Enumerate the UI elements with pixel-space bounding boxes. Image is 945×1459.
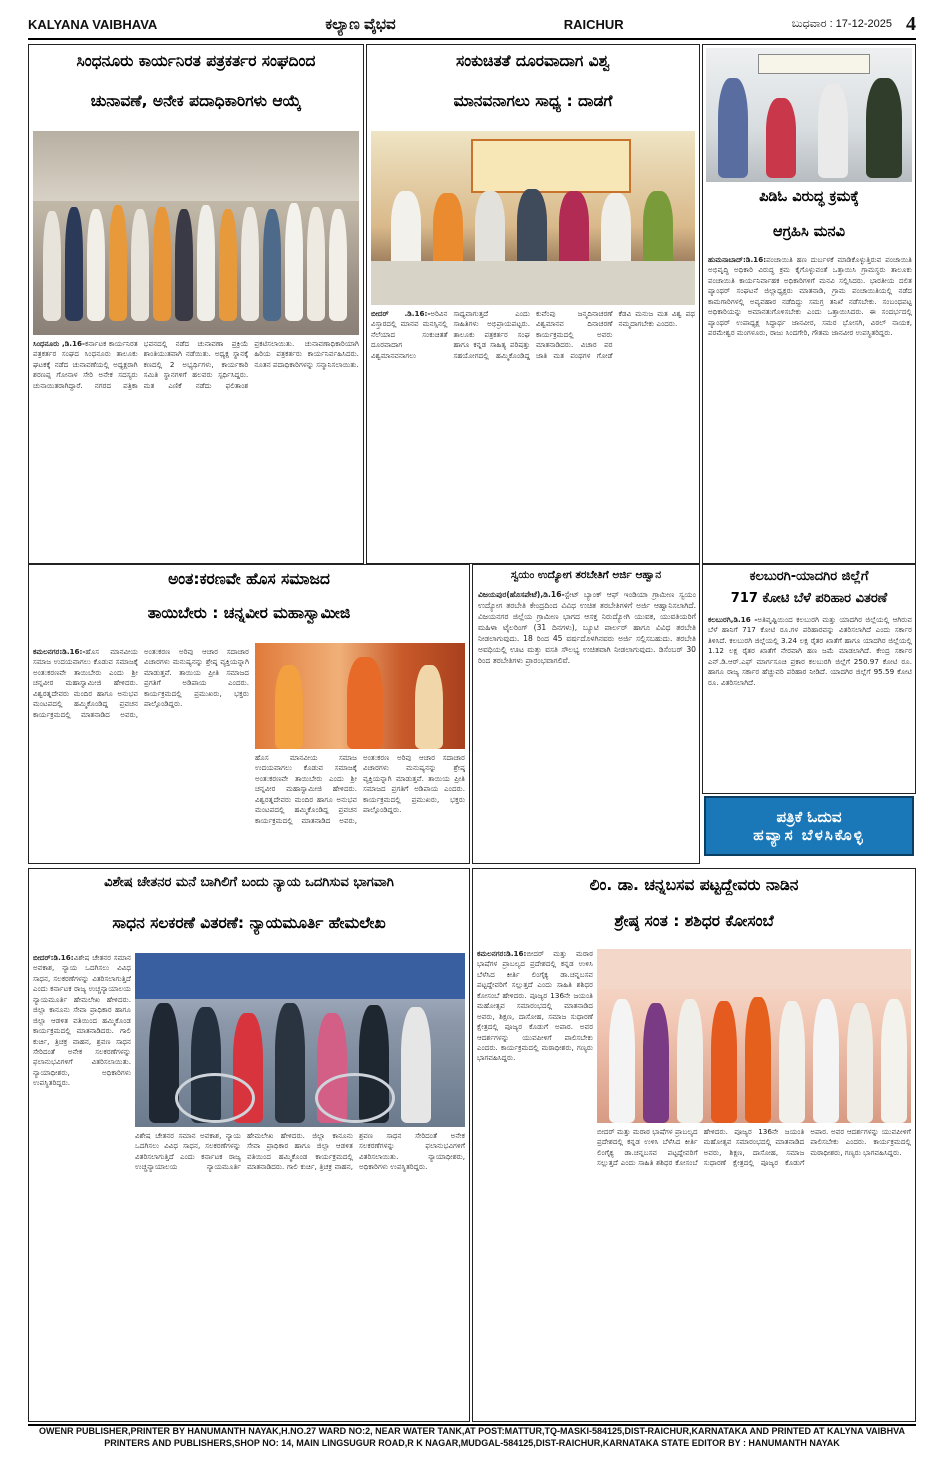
city-label: RAICHUR	[563, 16, 624, 32]
article-body	[33, 953, 131, 1419]
article-headline-line2: ಆಗ್ರಹಿಸಿ ಮನವಿ	[773, 224, 845, 240]
article-text: ಅರಿವಿನ ವಿಸ್ತಾರದಲ್ಲಿ ಮಾನವ ಮನಸ್ಸಿನಲ್ಲಿ ನೆಲೆಯಾದ ಸಂಕುಚಿತತೆ ದೂರವಾದಾಗ ವಿಶ್ವಮಾನವನಾಗಲು ಸಾಧ್ಯವಾಗುತ್ತದೆ ಎಂದು ಸಾಹಿತಿಗಳು ಅಭಿಪ್ರಾಯಪಟ್ಟರು. ತಾಲೂಕು ಪತ್ರಕರ್ತರ ಸಂಘ ಹಾಗೂ ಕನ್ನಡ ಸಾಹಿತ್ಯ ಪರಿಷತ್ತು ಸಹಯೋಗದಲ್ಲಿ ಹಮ್ಮಿಕೊಂಡಿದ್ದ ಕುವೆಂಪು ಜನ್ಮದಿನಾಚರಣೆ ವಿಶ್ವಮಾನವ ದಿನಾಚರಣೆ ಕಾರ್ಯಕ್ರಮದಲ್ಲಿ ಅವರು ಮಾತನಾಡಿದರು. ವಿಚಾರ ಪರ ಜಾತಿ ಮತ ಪಂಥಗಳ ಗೋಡೆ ಕೆಡವಿ ಮನುಜ ಮತ ವಿಶ್ವ ಪಥ ನಮ್ಮದಾಗಬೇಕು ಎಂದರು.	[371, 309, 695, 360]
paper-name-kannada: ಕಲ್ಯಾಣ ವೈಭವ	[325, 15, 396, 33]
article-crop-compensation	[702, 564, 916, 794]
article-text-continued: ವಿಶೇಷ ಚೇತನರ ಸಮಾನ ಅವಕಾಶ, ನ್ಯಾಯ ಒದಗಿಸಲು ವಿವಿಧ ಸಾಧನ, ಸಲಕರಣೆಗಳನ್ನು ವಿತರಿಸಲಾಗುತ್ತಿದೆ ಎಂದು ಕರ್ನಾಟಕ ರಾಜ್ಯ ಉಚ್ಚನ್ಯಾಯಾಲಯ ನ್ಯಾಯಮೂರ್ತಿ ಹೇಮಲೇಖ ಹೇಳಿದರು. ಜಿಲ್ಲಾ ಕಾನೂನು ಸೇವಾ ಪ್ರಾಧಿಕಾರ ಹಾಗೂ ಜಿಲ್ಲಾ ಆಡಳಿತ ವತಿಯಿಂದ ಹಮ್ಮಿಕೊಂಡ ಕಾರ್ಯಕ್ರಮದಲ್ಲಿ ಮಾತನಾಡಿದರು. ಗಾಲಿ ಕುರ್ಚಿ, ತ್ರಿಚಕ್ರ ವಾಹನ, ಶ್ರವಣ ಸಾಧನ ಸೇರಿದಂತೆ ಅನೇಕ ಸಲಕರಣೆಗಳನ್ನು ಫಲಾನುಭವಿಗಳಿಗೆ ವಿತರಿಸಲಾಯಿತು. ನ್ಯಾಯಾಧೀಶರು, ಅಧಿಕಾರಿಗಳು ಉಪಸ್ಥಿತರಿದ್ದರು.	[135, 1131, 465, 1172]
article-body-continued	[255, 753, 465, 861]
felicitation-photo	[597, 949, 911, 1123]
stage-photo	[371, 131, 695, 305]
masthead	[28, 10, 916, 40]
article-text-continued: ಬೀದರ್ ಮತ್ತು ಮರಾಠ ಭಾಷೆಗಳ ಪ್ರಾಬಲ್ಯದ ಪ್ರದೇಶದಲ್ಲಿ ಕನ್ನಡ ಉಳಿಸಿ ಬೆಳೆಸಿದ ಕೀರ್ತಿ ಲಿಂಗೈಕ್ಯ ಡಾ.ಚನ್ನಬಸವ ಪಟ್ಟದ್ದೇವರಿಗೆ ಸಲ್ಲುತ್ತದೆ ಎಂದು ಸಾಹಿತಿ ಶಶಿಧರ ಕೋಸಂಬೆ ಹೇಳಿದರು. ಪೂಜ್ಯರ 136ನೇ ಜಯಂತಿ ಮಹೋತ್ಸವ ಸಮಾರಂಭದಲ್ಲಿ ಮಾತನಾಡಿದ ಅವರು, ಶಿಕ್ಷಣ, ದಾಸೋಹ, ಸಮಾಜ ಸುಧಾರಣೆ ಕ್ಷೇತ್ರದಲ್ಲಿ ಪೂಜ್ಯರ ಕೊಡುಗೆ ಅಪಾರ. ಅವರ ಆದರ್ಶಗಳನ್ನು ಯುವಪೀಳಿಗೆ ಪಾಲಿಸಬೇಕು ಎಂದರು. ಕಾರ್ಯಕ್ರಮದಲ್ಲಿ ಮಠಾಧೀಶರು, ಗಣ್ಯರು ಭಾಗವಹಿಸಿದ್ದರು.	[597, 1127, 911, 1168]
article-text: ಪಂಚಾಯಿತಿ ಹಣ ದುರ್ಬಳಕೆ ಮಾಡಿಕೊಳ್ಳುತ್ತಿರುವ ಪಂಚಾಯಿತಿ ಅಭಿವೃದ್ಧಿ ಅಧಿಕಾರಿ ವಿರುದ್ಧ ಕ್ರಮ ಕೈಗೊಳ್ಳುವಂತೆ ಒತ್ತಾಯಿಸಿ ಗ್ರಾಮಸ್ಥರು ತಾಲೂಕು ಪಂಚಾಯಿತಿ ಕಾರ್ಯನಿರ್ವಾಹಕ ಅಧಿಕಾರಿಗಳಿಗೆ ಮನವಿ ಸಲ್ಲಿಸಿದರು. ಭಾರತೀಯ ದಲಿತ ಪ್ಯಾಂಥರ್ ಸಂಘಟನೆ ಜಿಲ್ಲಾಧ್ಯಕ್ಷರು ಮಾತನಾಡಿ, ಗ್ರಾಮ ಪಂಚಾಯಿತಿಯಲ್ಲಿ ನಡೆದ ಕಾಮಗಾರಿಗಳಲ್ಲಿ ಅವ್ಯವಹಾರ ನಡೆದಿದ್ದು ಸಮಗ್ರ ತನಿಖೆ ನಡೆಸಬೇಕು. ಸಂಬಂಧಪಟ್ಟ ಅಧಿಕಾರಿಯನ್ನು ಅಮಾನತುಗೊಳಿಸಬೇಕು ಎಂದು ಒತ್ತಾಯಿಸಿದರು. ಈ ಸಂದರ್ಭದಲ್ಲಿ ಪ್ಯಾಂಥರ್ ಉಪಾಧ್ಯಕ್ಷ ಸಿದ್ಧಾರ್ಥ ಜಾನವೀರ, ಸಮರ ಭೋಸಗಿ, ವಿಠಲ್ ನಾಯಕ, ಪರಮೇಶ್ವರ ಮಂಗಳೂರು, ರಾಜು ಸಿಂದಗೇರಿ, ಗೌತಮ ಜಾನವೀರ ಉಪಸ್ಥಿತರಿದ್ದರು.	[708, 255, 912, 338]
publisher-footer	[28, 1424, 916, 1452]
article-sindhanur-election	[28, 44, 364, 564]
article-dateline: ಕಮಲನಗರ:ಡಿ.16:	[477, 949, 527, 958]
article-body-continued	[135, 1131, 465, 1419]
article-headline-line2: ಮಾನವನಾಗಲು ಸಾಧ್ಯ : ದಾಡಗೆ	[453, 92, 613, 110]
article-headline-line2: ಸಾಧನ ಸಲಕರಣೆ ವಿತರಣೆ: ನ್ಯಾಯಮೂರ್ತಿ ಹೇಮಲೇಖ	[112, 914, 386, 932]
article-body	[371, 309, 695, 561]
article-body	[478, 589, 696, 861]
page-number: 4	[905, 12, 916, 35]
article-body	[477, 949, 593, 1419]
paper-name-english: KALYANA VAIBHAVA	[28, 16, 158, 32]
article-dateline: ವಿಜಯಪುರ(ಹೊಸಪೇಟೆ),ಡಿ.16-	[478, 590, 565, 599]
article-text-continued: ಹೊಸ ಮಾನವೀಯ ಸಮಾಜ ಉದಯವಾಗಲು ಕೊಡುವ ಸಮಾಜಕ್ಕೆ ಅಂತ:ಕರಣವೇ ತಾಯಿಬೇರು ಎಂದು ಶ್ರೀ ಚನ್ನವೀರ ಮಹಾಸ್ವಾಮೀಜಿ ಹೇಳಿದರು. ವಿಶ್ವರತ್ನದೇವರು ಮಂದಿರ ಹಾಗೂ ಅನುಭವ ಮಂಟಪದಲ್ಲಿ ಹಮ್ಮಿಕೊಂಡಿದ್ದ ಪ್ರವಚನ ಕಾರ್ಯಕ್ರಮದಲ್ಲಿ ಮಾತನಾಡಿದ ಅವರು, ಅಂತ:ಕರಣ ಅರಿವು ಆಚಾರ ಸದಾಚಾರ ವಿಚಾರಗಳು ಮನುಷ್ಯನನ್ನು ಶ್ರೇಷ್ಠ ವ್ಯಕ್ತಿಯನ್ನಾಗಿ ಮಾಡುತ್ತವೆ. ತಾಯಿಯ ಪ್ರೀತಿ ಸಮಾಜದ ಪ್ರಗತಿಗೆ ಅಡಿಪಾಯ ಎಂದರು. ಕಾರ್ಯಕ್ರಮದಲ್ಲಿ ಪ್ರಮುಖರು, ಭಕ್ತರು ಪಾಲ್ಗೊಂಡಿದ್ದರು.	[255, 753, 465, 825]
article-dateline: ಬೀದರ್:ಡಿ.16:	[33, 953, 74, 962]
article-text: ಕರ್ನಾಟಕ ಕಾರ್ಯನಿರತ ಪತ್ರಕರ್ತರ ಸಂಘದ ಸಿಂಧನೂರು ತಾಲೂಕು ಘಟಕಕ್ಕೆ ನಡೆದ ಚುನಾವಣೆಯಲ್ಲಿ ಅಧ್ಯಕ್ಷರಾಗಿ ಶರಣಪ್ಪ ಗೋನಾಳ ಸೇರಿ ಅನೇಕ ಸದಸ್ಯರು ಚುನಾಯಿತರಾಗಿದ್ದಾರೆ. ನಗರದ ಪತ್ರಿಕಾ ಭವನದಲ್ಲಿ ನಡೆದ ಚುನಾವಣಾ ಪ್ರಕ್ರಿಯೆ ಶಾಂತಿಯುತವಾಗಿ ನಡೆಯಿತು. ಅಧ್ಯಕ್ಷ ಸ್ಥಾನಕ್ಕೆ ಕಣದಲ್ಲಿ 2 ಅಭ್ಯರ್ಥಿಗಳು, ಕಾರ್ಯಕಾರಿ ಸಮಿತಿ ಸ್ಥಾನಗಳಿಗೆ ಹಲವರು ಸ್ಪರ್ಧಿಸಿದ್ದರು. ಮತ ಎಣಿಕೆ ನಡೆದು ಫಲಿತಾಂಶ ಪ್ರಕಟಿಸಲಾಯಿತು. ಚುನಾವಣಾಧಿಕಾರಿಯಾಗಿ ಹಿರಿಯ ಪತ್ರಕರ್ತರು ಕಾರ್ಯನಿರ್ವಹಿಸಿದರು. ನೂತನ ಪದಾಧಿಕಾರಿಗಳನ್ನು ಸನ್ಮಾನಿಸಲಾಯಿತು.	[33, 339, 359, 390]
article-headline-line1: ಪಿಡಿಓ ವಿರುದ್ಧ ಕ್ರಮಕ್ಕೆ	[759, 189, 859, 205]
article-body	[708, 255, 912, 561]
article-body	[708, 615, 912, 791]
article-headline-line1: ವಿಶೇಷ ಚೇತನರ ಮನೆ ಬಾಗಿಲಿಗೆ ಬಂದು ನ್ಯಾಯ ಒದಗಿಸುವ ಭಾಗವಾಗಿ	[104, 875, 394, 890]
swamiji-photo	[255, 643, 465, 749]
group-photo	[33, 131, 359, 335]
article-headline-line2: ಶ್ರೇಷ್ಠ ಸಂತ : ಶಶಿಧರ ಕೋಸಂಬೆ	[614, 912, 774, 930]
article-channaveera-swamiji	[28, 564, 470, 864]
article-headline-line2: ತಾಯಿಬೇರು : ಚನ್ನವೀರ ಮಹಾಸ್ವಾಮೀಜಿ	[147, 604, 351, 622]
article-vishwa-manava	[366, 44, 700, 564]
promo-line2: ಹವ್ಯಾಸ ಬೆಳಸಿಕೊಳ್ಳಿ	[753, 826, 865, 844]
article-dateline: ಕಲಬುರಗಿ,ಡಿ.16 -	[708, 615, 758, 624]
article-dateline: ಕಮಲನಗರ:ಡಿ.16:-	[33, 647, 86, 656]
article-dateline: ಬೀದರ್ .ಡಿ.16:-	[371, 309, 431, 318]
article-headline-line1: ಸಂಕುಚಿತತೆ ದೂರವಾದಾಗ ವಿಶ್ವ	[456, 52, 610, 70]
article-headline-line2: ಚುನಾವಣೆ, ಅನೇಕ ಪದಾಧಿಕಾರಿಗಳು ಆಯ್ಕೆ	[90, 92, 302, 110]
article-channabasava-pattaddevaru	[472, 868, 916, 1422]
article-body	[33, 339, 359, 561]
article-dateline: ಹುಮನಾಬಾದ್:ಡಿ.16:	[708, 255, 767, 264]
article-self-employment-training	[472, 564, 700, 864]
issue-date: ಬುಧವಾರ : 17-12-2025	[791, 17, 892, 30]
reading-habit-promo	[704, 796, 914, 856]
article-text: ಅತಿವೃಷ್ಟಿಯಿಂದ ಕಲಬುರಗಿ ಮತ್ತು ಯಾದಗಿರ ಜಿಲ್ಲೆಯಲ್ಲಿ ಆಗಿರುವ ಬೆಳೆ ಹಾನಿಗೆ 717 ಕೋಟಿ ರೂ.ಗಳ ಪರಿಹಾರವನ್ನು ವಿತರಿಸಲಾಗಿದೆ ಎಂದು ಸರ್ಕಾರ ತಿಳಿಸಿದೆ. ಕಲಬುರಗಿ ಜಿಲ್ಲೆಯಲ್ಲಿ 3.24 ಲಕ್ಷ ರೈತರ ಖಾತೆಗೆ ಹಾಗೂ ಯಾದಗಿರ ಜಿಲ್ಲೆಯಲ್ಲಿ 1.12 ಲಕ್ಷ ರೈತರ ಖಾತೆಗೆ ನೇರವಾಗಿ ಹಣ ಜಮೆ ಮಾಡಲಾಗಿದೆ. ಕೇಂದ್ರ ಸರ್ಕಾರ ಎನ್.ಡಿ.ಆರ್.ಎಫ್ ಮಾರ್ಗಸೂಚಿ ಪ್ರಕಾರ ಕಲಬುರಗಿ ಜಿಲ್ಲೆಗೆ 250.97 ಕೋಟಿ ರೂ. ಹಾಗೂ ರಾಜ್ಯ ಸರ್ಕಾರ ಹೆಚ್ಚುವರಿ ಪರಿಹಾರ ನೀಡಿದೆ. ಯಾದಗಿರ ಜಿಲ್ಲೆಗೆ 95.59 ಕೋಟಿ ರೂ. ವಿತರಿಸಲಾಗಿದೆ.	[708, 615, 912, 687]
footer-line2: PRINTERS AND PUBLISHERS,SHOP NO: 14, MAIN LINGSUGUR ROAD,R K NAGAR,MUDGAL-584125,DIST-RAICHUR,KARNATAKA STATE EDITOR BY : HANUMANTH NAYAK	[104, 1437, 840, 1448]
promo-line1: ಪತ್ರಿಕೆ ಓದುವ	[776, 808, 842, 826]
article-headline-line1: ಅಂತ:ಕರಣವೇ ಹೊಸ ಸಮಾಜದ	[168, 570, 330, 588]
article-disabled-aid-distribution	[28, 868, 470, 1422]
memorandum-photo	[706, 48, 912, 182]
footer-line1: OWENR PUBLISHER,PRINTER BY HANUMANTH NAYAK,H.NO.27 WARD NO:2, NEAR WATER TANK,AT POST:MATTUR,TQ-MASKI-584125,DIST-RAICHUR,KARNATAKA AND PRINTED AT KALYNA VAIBHVA	[38, 1426, 906, 1436]
article-body	[33, 647, 249, 861]
article-text: ವಿಶೇಷ ಚೇತನರ ಸಮಾನ ಅವಕಾಶ, ನ್ಯಾಯ ಒದಗಿಸಲು ವಿವಿಧ ಸಾಧನ, ಸಲಕರಣೆಗಳನ್ನು ವಿತರಿಸಲಾಗುತ್ತಿದೆ ಎಂದು ಕರ್ನಾಟಕ ರಾಜ್ಯ ಉಚ್ಚನ್ಯಾಯಾಲಯ ನ್ಯಾಯಮೂರ್ತಿ ಹೇಮಲೇಖ ಹೇಳಿದರು. ಜಿಲ್ಲಾ ಕಾನೂನು ಸೇವಾ ಪ್ರಾಧಿಕಾರ ಹಾಗೂ ಜಿಲ್ಲಾ ಆಡಳಿತ ವತಿಯಿಂದ ಹಮ್ಮಿಕೊಂಡ ಕಾರ್ಯಕ್ರಮದಲ್ಲಿ ಮಾತನಾಡಿದರು. ಗಾಲಿ ಕುರ್ಚಿ, ತ್ರಿಚಕ್ರ ವಾಹನ, ಶ್ರವಣ ಸಾಧನ ಸೇರಿದಂತೆ ಅನೇಕ ಸಲಕರಣೆಗಳನ್ನು ಫಲಾನುಭವಿಗಳಿಗೆ ವಿತರಿಸಲಾಯಿತು. ನ್ಯಾಯಾಧೀಶರು, ಅಧಿಕಾರಿಗಳು ಉಪಸ್ಥಿತರಿದ್ದರು.	[33, 953, 131, 1088]
article-pdo-complaint	[702, 44, 916, 564]
article-body-continued	[597, 1127, 911, 1419]
article-headline-line1: ಕಲಬುರಗಿ-ಯಾದಗಿರ ಜಿಲ್ಲೆಗೆ	[749, 569, 869, 584]
article-text: ಹೊಸ ಮಾನವೀಯ ಸಮಾಜ ಉದಯವಾಗಲು ಕೊಡುವ ಸಮಾಜಕ್ಕೆ ಅಂತ:ಕರಣವೇ ತಾಯಿಬೇರು ಎಂದು ಶ್ರೀ ಚನ್ನವೀರ ಮಹಾಸ್ವಾಮೀಜಿ ಹೇಳಿದರು. ವಿಶ್ವರತ್ನದೇವರು ಮಂದಿರ ಹಾಗೂ ಅನುಭವ ಮಂಟಪದಲ್ಲಿ ಹಮ್ಮಿಕೊಂಡಿದ್ದ ಪ್ರವಚನ ಕಾರ್ಯಕ್ರಮದಲ್ಲಿ ಮಾತನಾಡಿದ ಅವರು, ಅಂತ:ಕರಣ ಅರಿವು ಆಚಾರ ಸದಾಚಾರ ವಿಚಾರಗಳು ಮನುಷ್ಯನನ್ನು ಶ್ರೇಷ್ಠ ವ್ಯಕ್ತಿಯನ್ನಾಗಿ ಮಾಡುತ್ತವೆ. ತಾಯಿಯ ಪ್ರೀತಿ ಸಮಾಜದ ಪ್ರಗತಿಗೆ ಅಡಿಪಾಯ ಎಂದರು. ಕಾರ್ಯಕ್ರಮದಲ್ಲಿ ಪ್ರಮುಖರು, ಭಕ್ತರು ಪಾಲ್ಗೊಂಡಿದ್ದರು.	[33, 647, 249, 719]
article-headline-line2: 717 ಕೋಟಿ ಬೆಳೆ ಪರಿಹಾರ ವಿತರಣೆ	[730, 591, 888, 606]
article-dateline: ಸಿಂಧನೂರು ,ಡಿ.16-	[33, 339, 85, 348]
article-headline-line1: ಲಿಂ. ಡಾ. ಚನ್ನಬಸವ ಪಟ್ಟದ್ದೇವರು ನಾಡಿನ	[589, 876, 799, 894]
article-headline: ಸ್ವಯಂ ಉದ್ಯೋಗ ತರಬೇತಿಗೆ ಅರ್ಜಿ ಆಹ್ವಾನ	[510, 569, 662, 581]
article-text: ಬೀದರ್ ಮತ್ತು ಮರಾಠ ಭಾಷೆಗಳ ಪ್ರಾಬಲ್ಯದ ಪ್ರದೇಶದಲ್ಲಿ ಕನ್ನಡ ಉಳಿಸಿ ಬೆಳೆಸಿದ ಕೀರ್ತಿ ಲಿಂಗೈಕ್ಯ ಡಾ.ಚನ್ನಬಸವ ಪಟ್ಟದ್ದೇವರಿಗೆ ಸಲ್ಲುತ್ತದೆ ಎಂದು ಸಾಹಿತಿ ಶಶಿಧರ ಕೋಸಂಬೆ ಹೇಳಿದರು. ಪೂಜ್ಯರ 136ನೇ ಜಯಂತಿ ಮಹೋತ್ಸವ ಸಮಾರಂಭದಲ್ಲಿ ಮಾತನಾಡಿದ ಅವರು, ಶಿಕ್ಷಣ, ದಾಸೋಹ, ಸಮಾಜ ಸುಧಾರಣೆ ಕ್ಷೇತ್ರದಲ್ಲಿ ಪೂಜ್ಯರ ಕೊಡುಗೆ ಅಪಾರ. ಅವರ ಆದರ್ಶಗಳನ್ನು ಯುವಪೀಳಿಗೆ ಪಾಲಿಸಬೇಕು ಎಂದರು. ಕಾರ್ಯಕ್ರಮದಲ್ಲಿ ಮಠಾಧೀಶರು, ಗಣ್ಯರು ಭಾಗವಹಿಸಿದ್ದರು.	[477, 949, 593, 1063]
article-headline-line1: ಸಿಂಧನೂರು ಕಾರ್ಯನಿರತ ಪತ್ರಕರ್ತರ ಸಂಘದಿಂದ	[76, 52, 316, 70]
article-text: ಸ್ಟೇಟ್ ಬ್ಯಾಂಕ್ ಆಫ್ ಇಂಡಿಯಾ ಗ್ರಾಮೀಣ ಸ್ವಯಂ ಉದ್ಯೋಗ ತರಬೇತಿ ಕೇಂದ್ರದಿಂದ ವಿವಿಧ ಉಚಿತ ತರಬೇತಿಗಳಿಗೆ ಅರ್ಜಿ ಆಹ್ವಾನಿಸಲಾಗಿದೆ. ವಿಜಯನಗರ ಜಿಲ್ಲೆಯ ಗ್ರಾಮೀಣ ಭಾಗದ ಆಸಕ್ತ ನಿರುದ್ಯೋಗಿ ಯುವಕ, ಯುವತಿಯರಿಗೆ ಮಹಿಳಾ ಟೈಲರಿಂಗ್ (31 ದಿನಗಳು), ಬ್ಯೂಟಿ ಪಾರ್ಲರ್ ಹಾಗೂ ವಿವಿಧ ತರಬೇತಿ ನೀಡಲಾಗುವುದು. 18 ರಿಂದ 45 ವರ್ಷದೊಳಗಿನವರು ಅರ್ಜಿ ಸಲ್ಲಿಸಬಹುದು. ತರಬೇತಿ ಅವಧಿಯಲ್ಲಿ ಊಟ ಮತ್ತು ವಸತಿ ಸೌಲಭ್ಯ ಉಚಿತವಾಗಿ ನೀಡಲಾಗುವುದು. ಡಿಸೆಂಬರ್ 30 ರಿಂದ ತರಬೇತಿಗಳು ಪ್ರಾರಂಭವಾಗಲಿವೆ.	[478, 590, 696, 665]
aid-distribution-photo	[135, 953, 465, 1127]
